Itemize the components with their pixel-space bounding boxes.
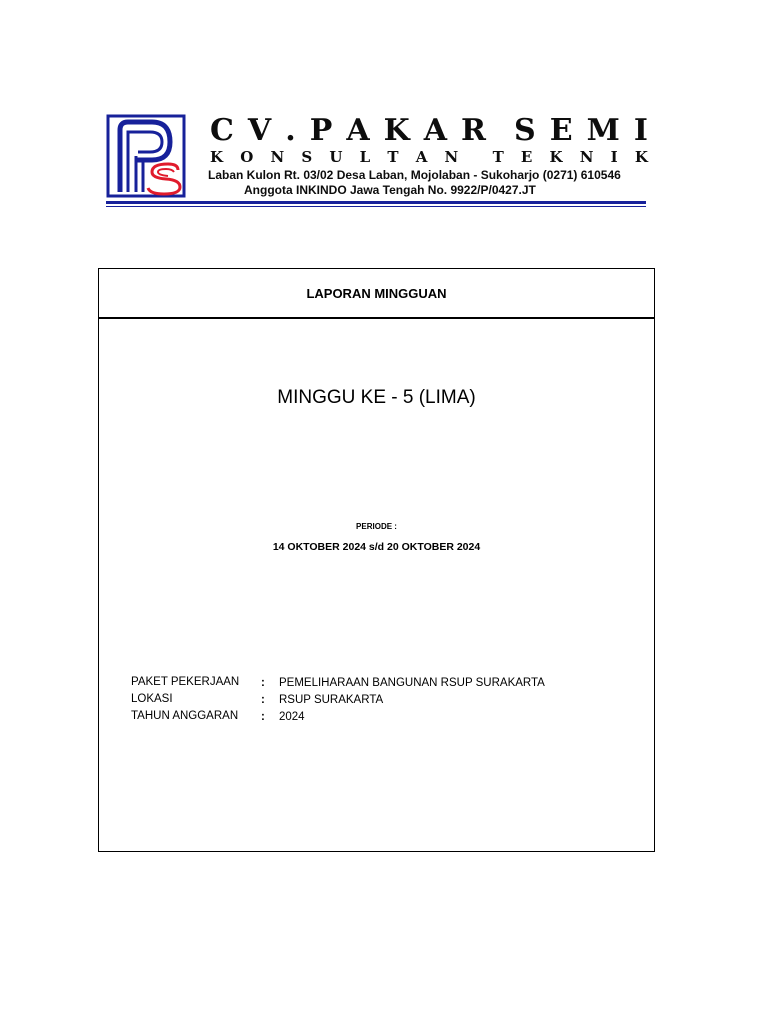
company-name-letter: I	[633, 113, 648, 148]
subtitle-letter: E	[520, 148, 533, 166]
subtitle-letter: T	[492, 148, 504, 166]
report-title: LAPORAN MINGGUAN	[306, 285, 447, 301]
letterhead	[106, 112, 648, 210]
company-name-letter: E	[549, 113, 573, 148]
subtitle-letter: U	[329, 148, 343, 166]
company-name-letter: R	[461, 113, 486, 148]
project-details	[131, 676, 631, 727]
detail-colon: :	[261, 711, 265, 723]
detail-row-lokasi	[131, 693, 631, 710]
report-header	[99, 269, 654, 319]
company-name-letter: P	[309, 113, 333, 148]
detail-row-paket	[131, 676, 631, 693]
company-name-letter: K	[383, 113, 410, 148]
company-name-letter: .	[285, 113, 296, 148]
company-subtitle	[210, 148, 648, 166]
subtitle-letter: N	[579, 148, 594, 166]
week-title: MINGGU KE - 5 (LIMA)	[277, 387, 476, 408]
detail-colon: :	[261, 677, 265, 689]
subtitle-letter: S	[301, 148, 313, 166]
letterhead-divider-thin	[106, 206, 646, 207]
detail-value: 2024	[279, 711, 305, 723]
company-name-letter: S	[514, 113, 536, 148]
company-name	[210, 114, 648, 148]
periode-value: 14 OKTOBER 2024 s/d 20 OKTOBER 2024	[272, 541, 481, 553]
company-address: Laban Kulon Rt. 03/02 Desa Laban, Mojolaban - Sukoharjo (0271) 610546	[208, 168, 621, 182]
detail-label: TAHUN ANGGARAN	[131, 710, 239, 722]
company-name-letter: A	[423, 113, 448, 148]
detail-row-tahun	[131, 710, 631, 727]
subtitle-letter: K	[210, 148, 224, 166]
letterhead-divider-thick	[106, 201, 646, 204]
detail-value: RSUP SURAKARTA	[279, 694, 384, 706]
company-name-letter: A	[346, 113, 370, 148]
company-name-letter: M	[586, 113, 620, 148]
subtitle-letter: L	[359, 148, 371, 166]
subtitle-letter: O	[240, 148, 254, 166]
company-logo	[106, 112, 188, 198]
subtitle-letter: K	[634, 148, 648, 166]
subtitle-letter: N	[270, 148, 285, 166]
subtitle-letter: N	[444, 148, 459, 166]
detail-label: PAKET PEKERJAAN	[131, 676, 240, 688]
detail-value: PEMELIHARAAN BANGUNAN RSUP SURAKARTA	[279, 677, 545, 689]
subtitle-letter: K	[549, 148, 563, 166]
company-name-letter: C	[210, 113, 234, 148]
subtitle-letter: A	[415, 148, 428, 166]
company-name-letter: V	[247, 113, 272, 148]
subtitle-letter: T	[387, 148, 399, 166]
periode-label: PERIODE :	[356, 522, 397, 531]
company-membership: Anggota INKINDO Jawa Tengah No. 9922/P/0427.JT	[244, 183, 536, 197]
detail-label: LOKASI	[131, 693, 173, 705]
subtitle-letter: I	[610, 148, 618, 166]
report-cover-box	[98, 268, 655, 852]
detail-colon: :	[261, 694, 265, 706]
